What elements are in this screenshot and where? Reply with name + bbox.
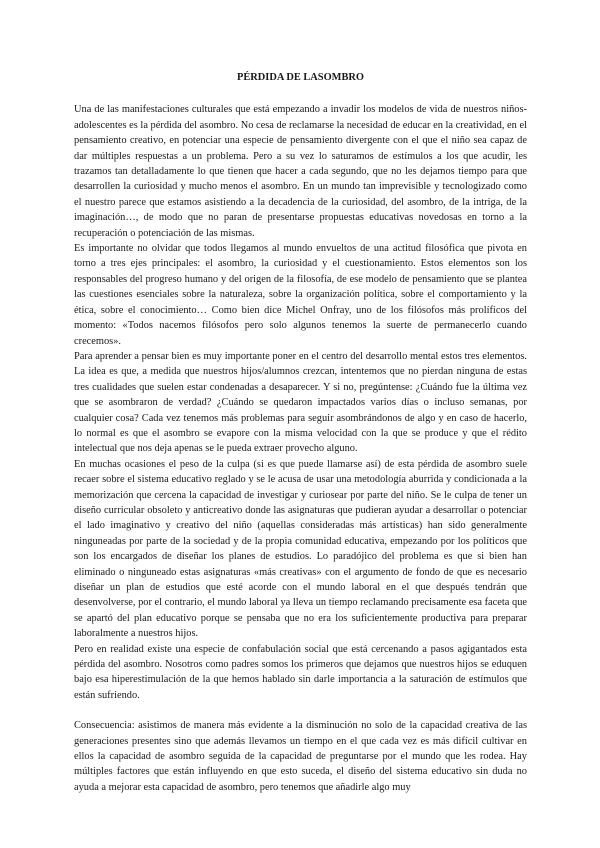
paragraph-4: En muchas ocasiones el peso de la culpa (si es que puede llamarse así) de esta pérdida de asombro suele recaer sobre el sistema educativo reglado y se le acusa de usar una metodología aburrida y condicionada a la memorización que cercena la capacidad de investigar y curiosear por parte del niño. Se le culpa de tener un diseño curricular obsoleto y anticreativo donde las asignaturas que pudieran ayudar a desarrollar o potenciar el lado imaginativo y creativo del niño (aquellas consideradas más artísticas) han sido generalmente ninguneadas por parte de la sociedad y de la propia comunidad educativa, empezando por los políticos que son los encargados de diseñar los planes de estudios. Lo paradójico del problema es que si bien han eliminado o ninguneado estas asignaturas «más creativas» con el argumento de fondo de que es necesario diseñar un plan de estudios que esté acorde con el mundo laboral en el que después tendrán que desenvolverse, por el contrario, el mundo laboral ya lleva un tiempo reclamando precisamente esa faceta que se apartó del plan educativo porque se pensaba que no era los suficientemente productiva para preparar laboralmente a nuestros hijos. [74,458,527,640]
paragraph-5: Pero en realidad existe una especie de confabulación social que está cercenando a pasos agigantados esta pérdida del asombro. Nosotros como padres somos los primeros que dejamos que nuestros hijos se eduquen bajo esa hiperestimulación de la que hemos hablado sin darle importancia a la saturación de estímulos que están sufriendo. [74,643,527,701]
paragraph-3: Para aprender a pensar bien es muy importante poner en el centro del desarrollo mental estos tres elementos. La idea es que, a medida que nuestros hijos/alumnos crezcan, intentemos que no pierdan ninguna de estas tres cualidades que suelen estar condenadas a desaparecer. Y si no, pregúntense: ¿Cuándo fue la última vez que se asombraron de verdad? ¿Cuándo se quedaron impactados varios días o incluso semanas, por cualquier cosa? Cada vez tenemos más problemas para seguir asombrándonos de algo y en caso de hacerlo, lo normal es que el asombro se evapore con la misma velocidad con la que se produce y que el rédito intelectual que nos deja apenas se le pueda extraer provecho alguno. [74,350,527,455]
document-title: PÉRDIDA DE LASOMBRO [236,72,364,83]
paragraph-1: Una de las manifestaciones culturales que está empezando a invadir los modelos de vida de nuestros niños-adolescentes es la pérdida del asombro. No cesa de reclamarse la necesidad de educar en la creatividad, en el pensamiento creativo, en potenciar una especie de pensamiento divergente con el que el niño sea capaz de dar múltiples respuestas a un problema. Pero a su vez lo saturamos de estímulos a los que acudir, les trazamos tan detalladamente lo que tienen que hacer a cada segundo, que no les dejamos tiempo para que desarrollen la curiosidad y mucho menos el asombro. En un mundo tan imprevisible y tecnologizado como el nuestro parece que estamos asistiendo a la decadencia de la curiosidad, del asombro, de la intriga, de la imaginación…, de modo que no paran de presentarse propuestas educativas novedosas en torno a la recuperación o potenciación de las mismas. [74,104,527,239]
paragraph-6: Consecuencia: asistimos de manera más evidente a la disminución no solo de la capacidad creativa de las generaciones presentes sino que además llevamos un tiempo en el que cada vez es más difícil cultivar en ellos la capacidad de asombro seguida de la capacidad de preguntarse por el mundo que les rodea. Hay múltiples factores que están influyendo en que esto suceda, el diseño del sistema educativo sin duda no ayuda a mejorar esta capacidad de asombro, pero tenemos que añadirle algo muy [74,720,527,793]
paragraph-2: Es importante no olvidar que todos llegamos al mundo envueltos de una actitud filosófica que pivota en torno a tres ejes principales: el asombro, la curiosidad y el cuestionamiento. Estos elementos son los responsables del progreso humano y del origen de la filosofía, de ese modelo de pensamiento que se plantea las cuestiones esenciales sobre la naturaleza, sobre la organización política, sobre el comportamiento y la ética, sobre el conocimiento… Como bien dice Michel Onfray, uno de los filósofos más prolíficos del momento: «Todos nacemos filósofos pero solo algunos tenemos la suerte de permanecerlo cuando crecemos». [74,243,527,347]
